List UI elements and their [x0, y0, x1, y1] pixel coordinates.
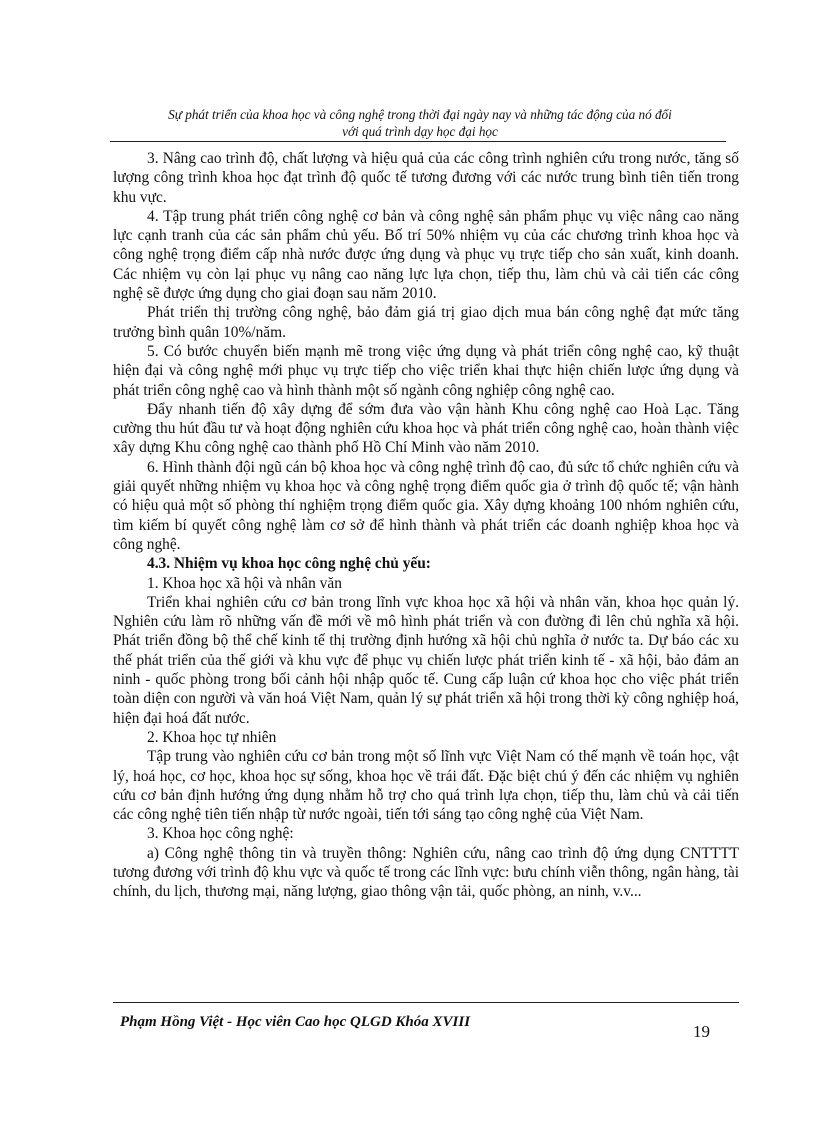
footer-author: Phạm Hồng Việt - Học viên Cao học QLGD Khóa XVIII [120, 1014, 471, 1030]
footer-rule [113, 1002, 739, 1003]
paragraph: 3. Nâng cao trình độ, chất lượng và hiệu quả của các công trình nghiên cứu trong nước, tăng số lượng công trình khoa học đạt trình độ quốc tế tương đương với các nước trung bình tiên tiến trong khu vực. [113, 150, 739, 206]
subsection-title: 3. Khoa học công nghệ: [147, 825, 294, 843]
paragraph: 6. Hình thành đội ngũ cán bộ khoa học và công nghệ trình độ cao, đủ sức tổ chức nghiên cứu và giải quyết những nhiệm vụ khoa học và công nghệ trọng điểm quốc gia ở trình độ quốc tế; vận hành có hiệu quả một số phòng thí nghiệm trọng điểm quốc gia. Xây dựng khoảng 100 nhóm nghiên cứu, tìm kiếm bí quyết công nghệ làm cơ sở để hình thành và phát triển các doanh nghiệp khoa học và công nghệ. [113, 458, 739, 553]
section-heading: 4.3. Nhiệm vụ khoa học công nghệ chủ yếu: [147, 555, 431, 573]
paragraph: Phát triển thị trường công nghệ, bảo đảm giá trị giao dịch mua bán công nghệ đạt mức tăng trưởng bình quân 10%/năm. [113, 304, 739, 341]
paragraph: 4. Tập trung phát triển công nghệ cơ bản và công nghệ sản phẩm phục vụ việc nâng cao năng lực cạnh tranh của các sản phẩm chủ yếu. Bố trí 50% nhiệm vụ của các chương trình khoa học và công nghệ trọng điểm cấp nhà nước được ứng dụng và phục vụ trực tiếp cho sản xuất, kinh doanh. Các nhiệm vụ còn lại phục vụ nâng cao năng lực lựa chọn, tiếp thu, làm chủ và cải tiến các công nghệ sẽ được ứng dụng cho giai đoạn sau năm 2010. [113, 207, 739, 303]
paragraph: Tập trung vào nghiên cứu cơ bản trong một số lĩnh vực Việt Nam có thế mạnh về toán học, vật lý, hoá học, cơ học, khoa học sự sống, khoa học về trái đất. Đặc biệt chú ý đến các nhiệm vụ nghiên cứu cơ bản định hướng ứng dụng nhằm hỗ trợ cho quá trình lựa chọn, tiếp thu, làm chủ và cải tiến các công nghệ tiên tiến nhập từ nước ngoài, tiến tới sáng tạo công nghệ của Việt Nam. [113, 748, 739, 824]
running-header-line-1: Sự phát triển của khoa học và công nghệ trong thời đại ngày nay và những tác động của nó đối [168, 107, 672, 122]
paragraph: Đẩy nhanh tiến độ xây dựng để sớm đưa vào vận hành Khu công nghệ cao Hoà Lạc. Tăng cường thu hút đầu tư và hoạt động nghiên cứu khoa học và phát triển công nghệ cao, hoàn thành việc xây dựng Khu công nghệ cao thành phố Hồ Chí Minh vào năm 2010. [113, 400, 739, 457]
header-rule [110, 141, 726, 142]
running-header [100, 106, 740, 140]
running-header-line-2: với quá trình dạy học đại học [342, 124, 498, 139]
subsection-title: 1. Khoa học xã hội và nhân văn [147, 574, 342, 592]
paragraph: Triển khai nghiên cứu cơ bản trong lĩnh vực khoa học xã hội và nhân văn, khoa học quản lý. Nghiên cứu làm rõ những vấn đề mới về mô hình phát triển và con đường đi lên chủ nghĩa xã hội. Phát triển đồng bộ thể chế kinh tế thị trường định hướng xã hội chủ nghĩa ở nước ta. Dự báo các xu thế phát triển của thế giới và khu vực để phục vụ chiến lược phát triển kinh tế - xã hội, bảo đảm an ninh - quốc phòng trong bối cảnh hội nhập quốc tế. Cung cấp luận cứ khoa học cho việc phát triển toàn diện con người và văn hoá Việt Nam, quản lý sự phát triển xã hội trong thời kỳ công nghiệp hoá, hiện đại hoá đất nước. [113, 593, 739, 727]
subsection-title: 2. Khoa học tự nhiên [147, 728, 277, 746]
paragraph: a) Công nghệ thông tin và truyền thông: Nghiên cứu, nâng cao trình độ ứng dụng CNTTTT tương đương với trình độ khu vực và quốc tế trong các lĩnh vực: bưu chính viễn thông, ngân hàng, tài chính, du lịch, thương mại, năng lượng, giao thông vận tải, quốc phòng, an ninh, v.v... [113, 844, 739, 901]
paragraph: 5. Có bước chuyển biến mạnh mẽ trong việc ứng dụng và phát triển công nghệ cao, kỹ thuật hiện đại và công nghệ mới phục vụ trực tiếp cho việc triển khai thực hiện chiến lược ứng dụng và phát triển công nghệ cao và hình thành một số ngành công nghiệp công nghệ cao. [113, 342, 739, 399]
body-text [113, 149, 739, 902]
page-number: 19 [693, 1022, 710, 1041]
